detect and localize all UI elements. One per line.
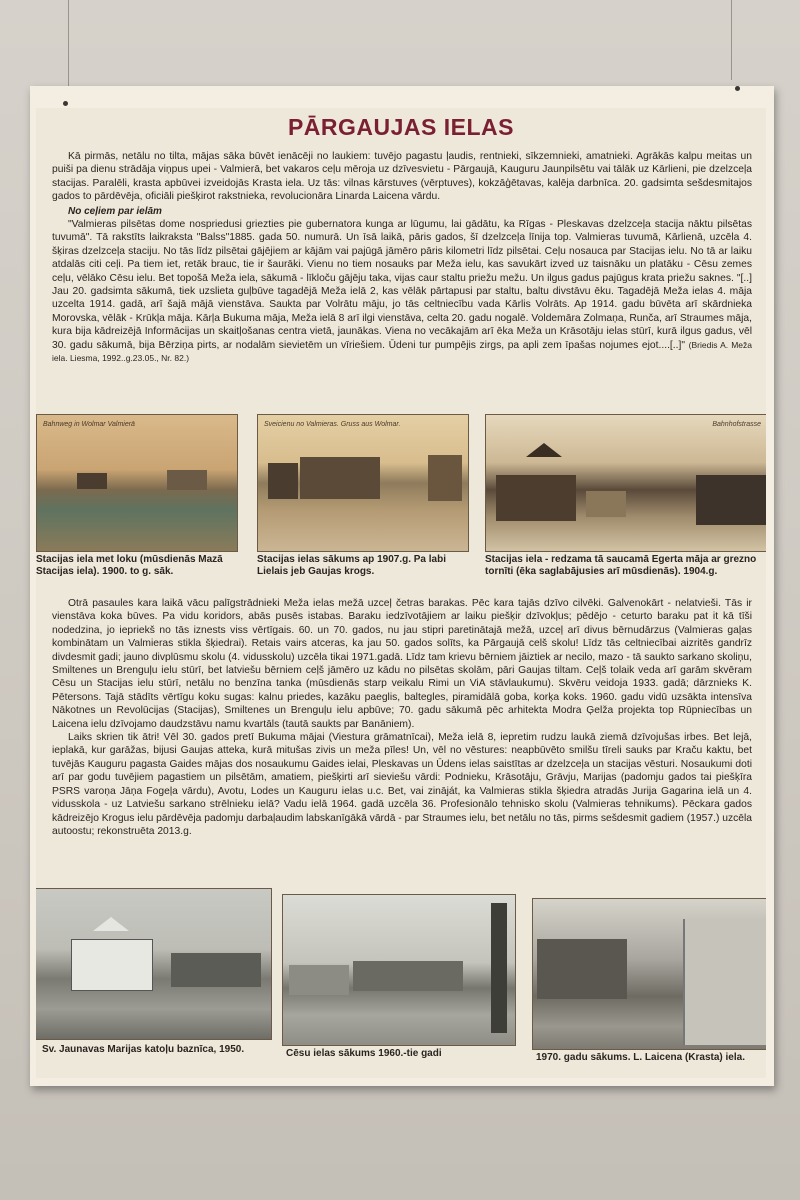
pole-shape <box>491 903 507 1033</box>
intro-section <box>52 150 752 366</box>
hanging-wire-right <box>731 0 732 80</box>
church-body <box>71 939 153 991</box>
photo-stacijas-start <box>257 414 469 552</box>
photo-inscription: Sveicienu no Valmieras. Gruss aus Wolmar. <box>264 421 401 428</box>
photo-stacijas-loop <box>36 414 238 552</box>
house-shape <box>289 965 349 995</box>
quote-source: (Briedis A. Meža iela. Liesma, 1992..g.23.05., Nr. 82.) <box>52 339 752 364</box>
body-paragraph-1: Otrā pasaules kara laikā vācu palīgstrādnieki Meža ielas mežā uzceļ četras barakas. Pēc kara tajās dzīvo cilvēki. Galvenokārt - nelatvieši. Tās ir vienstāva koka būves. Pa vidu koridors, abās pusēs istabas. Baraku iedzīvotājiem ar laiku piešķir dzīvokļus; pēdējo - ceturto baraku pat it kā tīši nodedzina, jo iepriekš no tās iznests viss vērtīgais. 60. un 70. gados, nu jau stipri paretinātajā mežā, uzceļ arī divus bērnudārzus (Valmieras gaļas kombinātam un Valmieras stikla šķiedrai). Retais vairs atceras, ka jau 50. gados solīts, ka Pārgaujā celš skolu! Līdz tās celtniecībai aizritēs gandrīz divdesmit gadi; jauno divplūsmu skolu (4. vidusskolu) uzcēla tikai 1971.gadā. Līdz tam krievu bērniem jāiztiek ar necilo, mazo - tā saukto sarkano skoliņu, Smiltenes un Brenguļu ielu stūrī, bet latviešu bērniem ceļš jāmēro uz kādu no pilsētas skolām, pāri Gaujas tiltam. Ceļš tolaik veda arī garām skvēram Cēsu un Stacijas ielu stūrī, netālu no benzīna tanka (mūsdienās starp veikalu Rimi un ViA stāvlaukumu). Skvēru veidoja 1933. gadā; dārznieks K. Pētersons. Tajā stādīts vērtīgu koku sugas: kalnu priedes, kazāku paeglis, baltegles, piramidālā goba, korķa koks. 1960. gadu vidū uzsākta intensīva Nākotnes un Revolūcijas (Stacijas), Smiltenes un Brenguļu ielu apbūve; 70. gadu sākumā pēc arhitekta Modra Ģelža projekta top Rūpniecības un Laicena ielu dzīvojamo daudzstāvu namu kvartāls (tautā saukts par Banāniem). <box>52 598 752 730</box>
photo-laicena-street <box>532 898 766 1050</box>
photo-caption-top-1: Stacijas iela met loku (mūsdienās Mazā Stacijas iela). 1900. to g. sāk. <box>36 554 223 577</box>
church-spire <box>93 917 129 931</box>
pin-right <box>735 86 740 91</box>
apartment-block <box>683 919 766 1045</box>
body-paragraph-2: Laiks skrien tik ātri! Vēl 30. gados pretī Bukuma mājai (Viestura grāmatnīcai), Meža ielā 8, iepretim rudzu laukā ziemā dzīvojušas irbes. Bet lejā, ieplakā, kur garāžas, bijusi Gaujas atteka, kurā mitušas zivis un meža pīles! Un, vēl no vēstures: neapbūvēto smilšu tīreli sauks par Kraču kaktu, bet tuvējās Kauguru pagasta Gaides mājas dos nosaukumu Gaides ielai, Pleskavas un Ūdens ielas saistītas ar dzelzceļa un stacijas vēsturi. Nosaukumi doti arī par godu tuvējiem pagastiem un pilsētām, amatiem, piešķirti arī sieviešu vārdi: Podnieku, Krāsotāju, Grāvju, Marijas (padomju gados tai piešķīra PSRS varoņa Jāņa Fogeļa vārdu), Avotu, Lodes un Kauguru ielas u.c. Bet, vai zināját, ka Valmieras stikla šķiedra atradās Jurija Gagarina ielā un 4. vidusskola - uz Latviešu sarkano strēlnieku ielā? Vadu ielā 1964. gadā uzcēla 36. Profesionālo tehnisko skolu (Valmieras tehnikums). Pēckara gados kādreizējo Krogus ielu pārdēvēja padomju darbaļaudim labskanīgākā vārdā - par Straumes ielu, bet netālu no tās, pirms sešdesmit gadiem (1957.) uzcēla autoostu; rekonstruēta 2013.g. <box>52 732 752 837</box>
photo-caption-bottom-1: Sv. Jaunavas Marijas katoļu baznīca, 1950. <box>42 1044 245 1055</box>
pin-left <box>63 101 68 106</box>
hanging-wire-left <box>68 0 69 90</box>
photo-caption-bottom-3: 1970. gadu sākums. L. Laicena (Krasta) iela. <box>536 1052 745 1063</box>
house-shape <box>496 475 576 521</box>
photo-caption-top-3: Stacijas iela - redzama tā saucamā Egerta māja ar grezno tornīti (ēka saglabājusies arī mūsdienās). 1904.g. <box>485 554 757 577</box>
house-shape <box>300 457 380 499</box>
house-shape <box>428 455 462 501</box>
house-shape <box>586 491 626 517</box>
house-shape <box>77 473 107 489</box>
house-shape <box>167 470 207 490</box>
tower-roof <box>526 443 562 457</box>
trees-shape <box>537 939 627 999</box>
body-section <box>52 597 752 838</box>
trees-shape <box>696 475 766 525</box>
photo-inscription: Bahnweg in Wolmar Valmierā <box>43 421 135 428</box>
quote-text: "Valmieras pilsētas dome nospriedusi griezties pie gubernatora kunga ar lūgumu, lai gādātu, ka Rīgas - Pleskavas dzelzceļa stacija nāktu pilsētas tuvumā". Tā rakstīts laikraksta "Balss"1885. gada 50. numurā. Un īsā laikā, pāris gados, šī dzelzceļa līnija top. Valmieras tuvumā, Kārlienā, uzcēla 4. šķiras dzelzceļa staciju. No tās līdz pilsētai gājējiem ar kājām vai pajūgā jāmēro pāris kilometri līdz pilsētai. Ceļu nosauca par Stacijas ielu. No tā ar laiku atdalās citi ceļi. Pa tiem iet, retāk brauc, tie ir šaurāki. Vienu no tiem nosauks par Meža ielu, kas savukārt izved uz taisnāku un platāku - Cēsu zemes ceļu, vēlāko Cēsu ielu. Bet topošā Meža iela, sākumā - līkloču gājēju taka, vijas caur staltu priežu mežu. Un ilgus gadus pajūgus krata priežu saknes. "[..] Jau 20. gadsimta sākumā, tiek uzslieta guļbūve tagadējā Meža ielā 2, kas vēlāk pārtapusi par staltu, baltu divstāvu ēku. Tagadējā Meža ielas 4. māja uzcelta 1914. gadā, arī šajā mājā vienstāva. Saukta par Volrātu māju, jo tās celtniecību vada Kārlis Volrāts. Ap 1914. gadu būvēta arī skārdnieka Morovska, vēlāk - Krūkļa māja. Kārļa Bukuma māja, Meža ielā 8 arī ilgi vienstāva, celta 20. gadu nogalē. Voldemāra Zolmaņa, Runča, arī Straumes māja, kura bija kādreizējā Informācijas un skaitļošanas centra vietā, jaunākas. Viena no vecākajām arī ēka Meža un Krāsotāju ielas stūrī, kurā ilgus gadus, vēl 30. gadu sākumā, bija Bērziņa pirts, ar nodalām sievietēm un vīriešiem. Ūdeni tur pumpējis zirgs, pa apli zem īpašas nojumes ejot....[..]" <box>52 219 752 351</box>
intro-paragraph: Kā pirmās, netālu no tilta, mājas sāka būvēt ienācēji no laukiem: tuvējo pagastu ļaudis, rentnieki, sīkzemnieki, amatnieki. Agrākās kalpu meitas un puiši pa dienu strādāja viņpus upei - Valmierā, bet vakaros ceļu mēroja uz dzīvesvietu - Pārgaujā, Kauguru Jaunpilsētu vai tālāk uz Kārlieni, pie dzelzceļa stacijas. Paralēli, krasta apbūvei izveidojās Krasta iela. Uz tās: vilnas kārstuves (vērptuves), kokzāģētavas, kalēja darbnīca. 20. gadsimta sešdesmitajos gados to pārdēvēja, oficiāli piešķirot rakstnieka, revolucionāra Linarda Laicena vārdu. <box>52 151 752 203</box>
section-subtitle: No ceļiem par ielām <box>68 205 162 217</box>
trees-shape <box>171 953 261 987</box>
photo-caption-bottom-2: Cēsu ielas sākums 1960.-tie gadi <box>286 1048 442 1059</box>
trees-shape <box>353 961 463 991</box>
photo-caption-top-2: Stacijas ielas sākums ap 1907.g. Pa labi Lielais jeb Gaujas krogs. <box>257 554 446 577</box>
photo-catholic-church <box>36 888 272 1040</box>
photo-inscription: Bahnhofstrasse <box>712 421 761 428</box>
photo-cesu-street <box>282 894 516 1046</box>
photo-egerta-house <box>485 414 766 552</box>
house-shape <box>268 463 298 499</box>
poster-title: PĀRGAUJAS IELAS <box>287 114 515 140</box>
quote-paragraph <box>52 218 752 365</box>
exhibit-poster <box>36 108 766 1078</box>
